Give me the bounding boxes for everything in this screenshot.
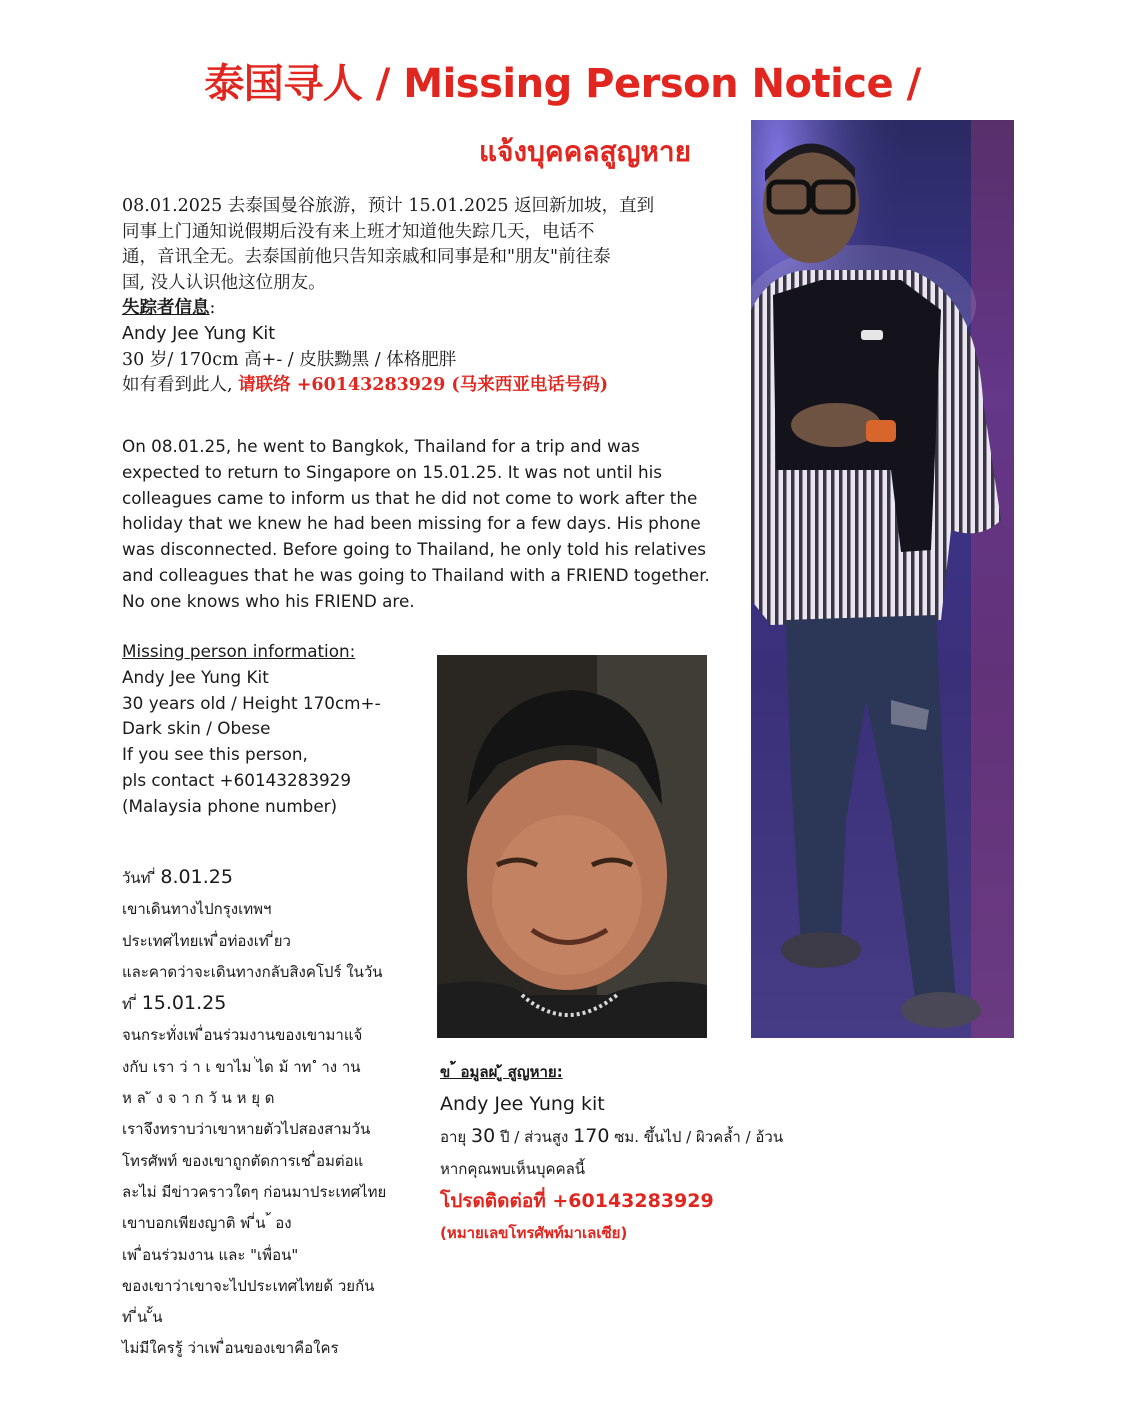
th-date2: 15.01.25: [141, 992, 227, 1015]
english-section: [122, 434, 732, 615]
th-date2-line: [122, 988, 422, 1020]
zh-contact-phone: 请联络 +60143283929 (马来西亚电话号码): [238, 375, 608, 396]
en-paragraph-line: On 08.01.25, he went to Bangkok, Thailand for a trip and was: [122, 436, 640, 456]
th-line: งกับ เรา ว่ า เ ขาไม ่ได ม้ าท ํ าง าน: [122, 1057, 361, 1076]
en-name: Andy Jee Yung Kit: [122, 666, 269, 687]
en-paragraph-line: was disconnected. Before going to Thailand, he only told his relatives: [122, 539, 707, 560]
zh-info-header: 失踪者信息: [122, 298, 210, 319]
th-age-line: [440, 1120, 860, 1153]
th-info-header: ข ้ อมูลผ ู้ สูญหาย:: [440, 1063, 563, 1081]
zh-contact-prefix: 如有看到此人,: [122, 375, 239, 396]
th-line: ไม่มีใครรู้ ว่าเพ ื่อนของเขาคือใคร: [122, 1339, 339, 1358]
th-name: Andy Jee Yung kit: [440, 1093, 605, 1115]
th-line: เพ ื่อนร่วมงาน และ "เพื่อน": [122, 1245, 299, 1264]
zh-info-colon: :: [209, 298, 216, 319]
en-age-height: 30 years old / Height 170cm+-: [122, 692, 381, 713]
en-skin: Dark skin / Obese: [122, 718, 271, 739]
th-line: โทรศัพท์ ของเขาถูกตัดการเช ื่อมต่อแ: [122, 1151, 364, 1170]
zh-info-header-line: [122, 296, 722, 322]
th-date1-line: [122, 862, 422, 894]
th-height: 170: [573, 1125, 610, 1147]
en-paragraph-line: holiday that we knew he had been missing for a few days. His phone: [122, 513, 701, 534]
thai-info-section: [440, 1056, 860, 1249]
th-phone-note: (หมายเลขโทรศัพท์มาเลเซีย): [440, 1224, 628, 1242]
th-line: จนกระทั่งเพ ื่อนร่วมงานของเขามาแจ้: [122, 1026, 363, 1045]
th-date1: 8.01.25: [160, 866, 233, 888]
th-line: ประเทศไทยเพ ื่อท่องเท ี่ยว: [122, 931, 291, 950]
zh-paragraph-line: 通，音讯全无。去泰国前他只告知亲戚和同事是和"朋友"前往泰: [122, 247, 611, 268]
th-line: ของเขาว่าเขาจะไปประเทศไทยด้ วยกัน: [122, 1276, 375, 1295]
zh-details: 30 岁/ 170cm 高+- / 皮肤黝黑 / 体格肥胖: [122, 349, 457, 370]
zh-paragraph-line: 08.01.2025 去泰国曼谷旅游，预计 15.01.2025 返回新加坡，直到: [122, 196, 655, 216]
th-age-prefix: อายุ: [440, 1128, 471, 1146]
th-line: และคาดว่าจะเดินทางกลับสิงคโปร์ ในวัน: [122, 962, 383, 981]
en-paragraph-line: expected to return to Singapore on 15.01.25. It was not until his: [122, 461, 663, 482]
th-line: ห ล ั ง จ า ก วั น ห ยุ ด: [122, 1089, 275, 1108]
th-age-mid: ปี / ส่วนสูง: [495, 1128, 574, 1146]
full-body-photo: [751, 120, 1014, 1038]
page-title: 泰国寻人 / Missing Person Notice /: [204, 61, 921, 107]
th-line: เขาเดินทางไปกรุงเทพฯ: [122, 900, 272, 919]
th-contact-phone: โปรดติดต่อที่ +60143283929: [440, 1190, 714, 1212]
en-paragraph-line: No one knows who his FRIEND are.: [122, 590, 415, 611]
en-contact-phone: pls contact +60143283929: [122, 769, 352, 790]
en-info-header: Missing person information:: [122, 641, 356, 661]
th-see: หากคุณพบเห็นบุคคลนี้: [440, 1160, 586, 1178]
th-age-suffix: ซม. ขึ้นไป / ผิวคล้ำ / อ้วน: [609, 1128, 784, 1146]
zh-paragraph-line: 国, 没人认识他这位朋友。: [122, 272, 326, 293]
en-see: If you see this person,: [122, 744, 308, 765]
en-paragraph-line: and colleagues that he was going to Thailand with a FRIEND together.: [122, 564, 710, 585]
th-date1-prefix: วันท ี่: [122, 869, 161, 887]
th-date2-prefix: ท ี่: [122, 995, 142, 1014]
th-line: เราจึงทราบว่าเขาหายตัวไปสองสามวัน: [122, 1120, 371, 1139]
zh-paragraph-line: 同事上门通知说假期后没有来上班才知道他失踪几天，电话不: [122, 221, 595, 242]
thai-section: [122, 862, 422, 1365]
english-info-section: [122, 639, 422, 820]
th-line: เขาบอกเพียงญาติ พ ี่น ้ อง: [122, 1214, 292, 1233]
th-line: ท ี่น ั้น: [122, 1308, 163, 1327]
thai-subtitle: แจ้งบุคคลสูญหาย: [478, 135, 692, 168]
en-paragraph-line: colleagues came to inform us that he did not come to work after the: [122, 487, 698, 508]
th-line: ละไม่ มีข่าวคราวใดๆ ก่อนมาประเทศไทย: [122, 1182, 387, 1201]
zh-contact-line: [122, 373, 722, 399]
chinese-section: [122, 194, 722, 399]
th-age: 30: [471, 1125, 496, 1147]
zh-name: Andy Jee Yung Kit: [122, 323, 276, 344]
face-photo: [437, 655, 707, 1038]
en-phone-note: (Malaysia phone number): [122, 795, 338, 816]
